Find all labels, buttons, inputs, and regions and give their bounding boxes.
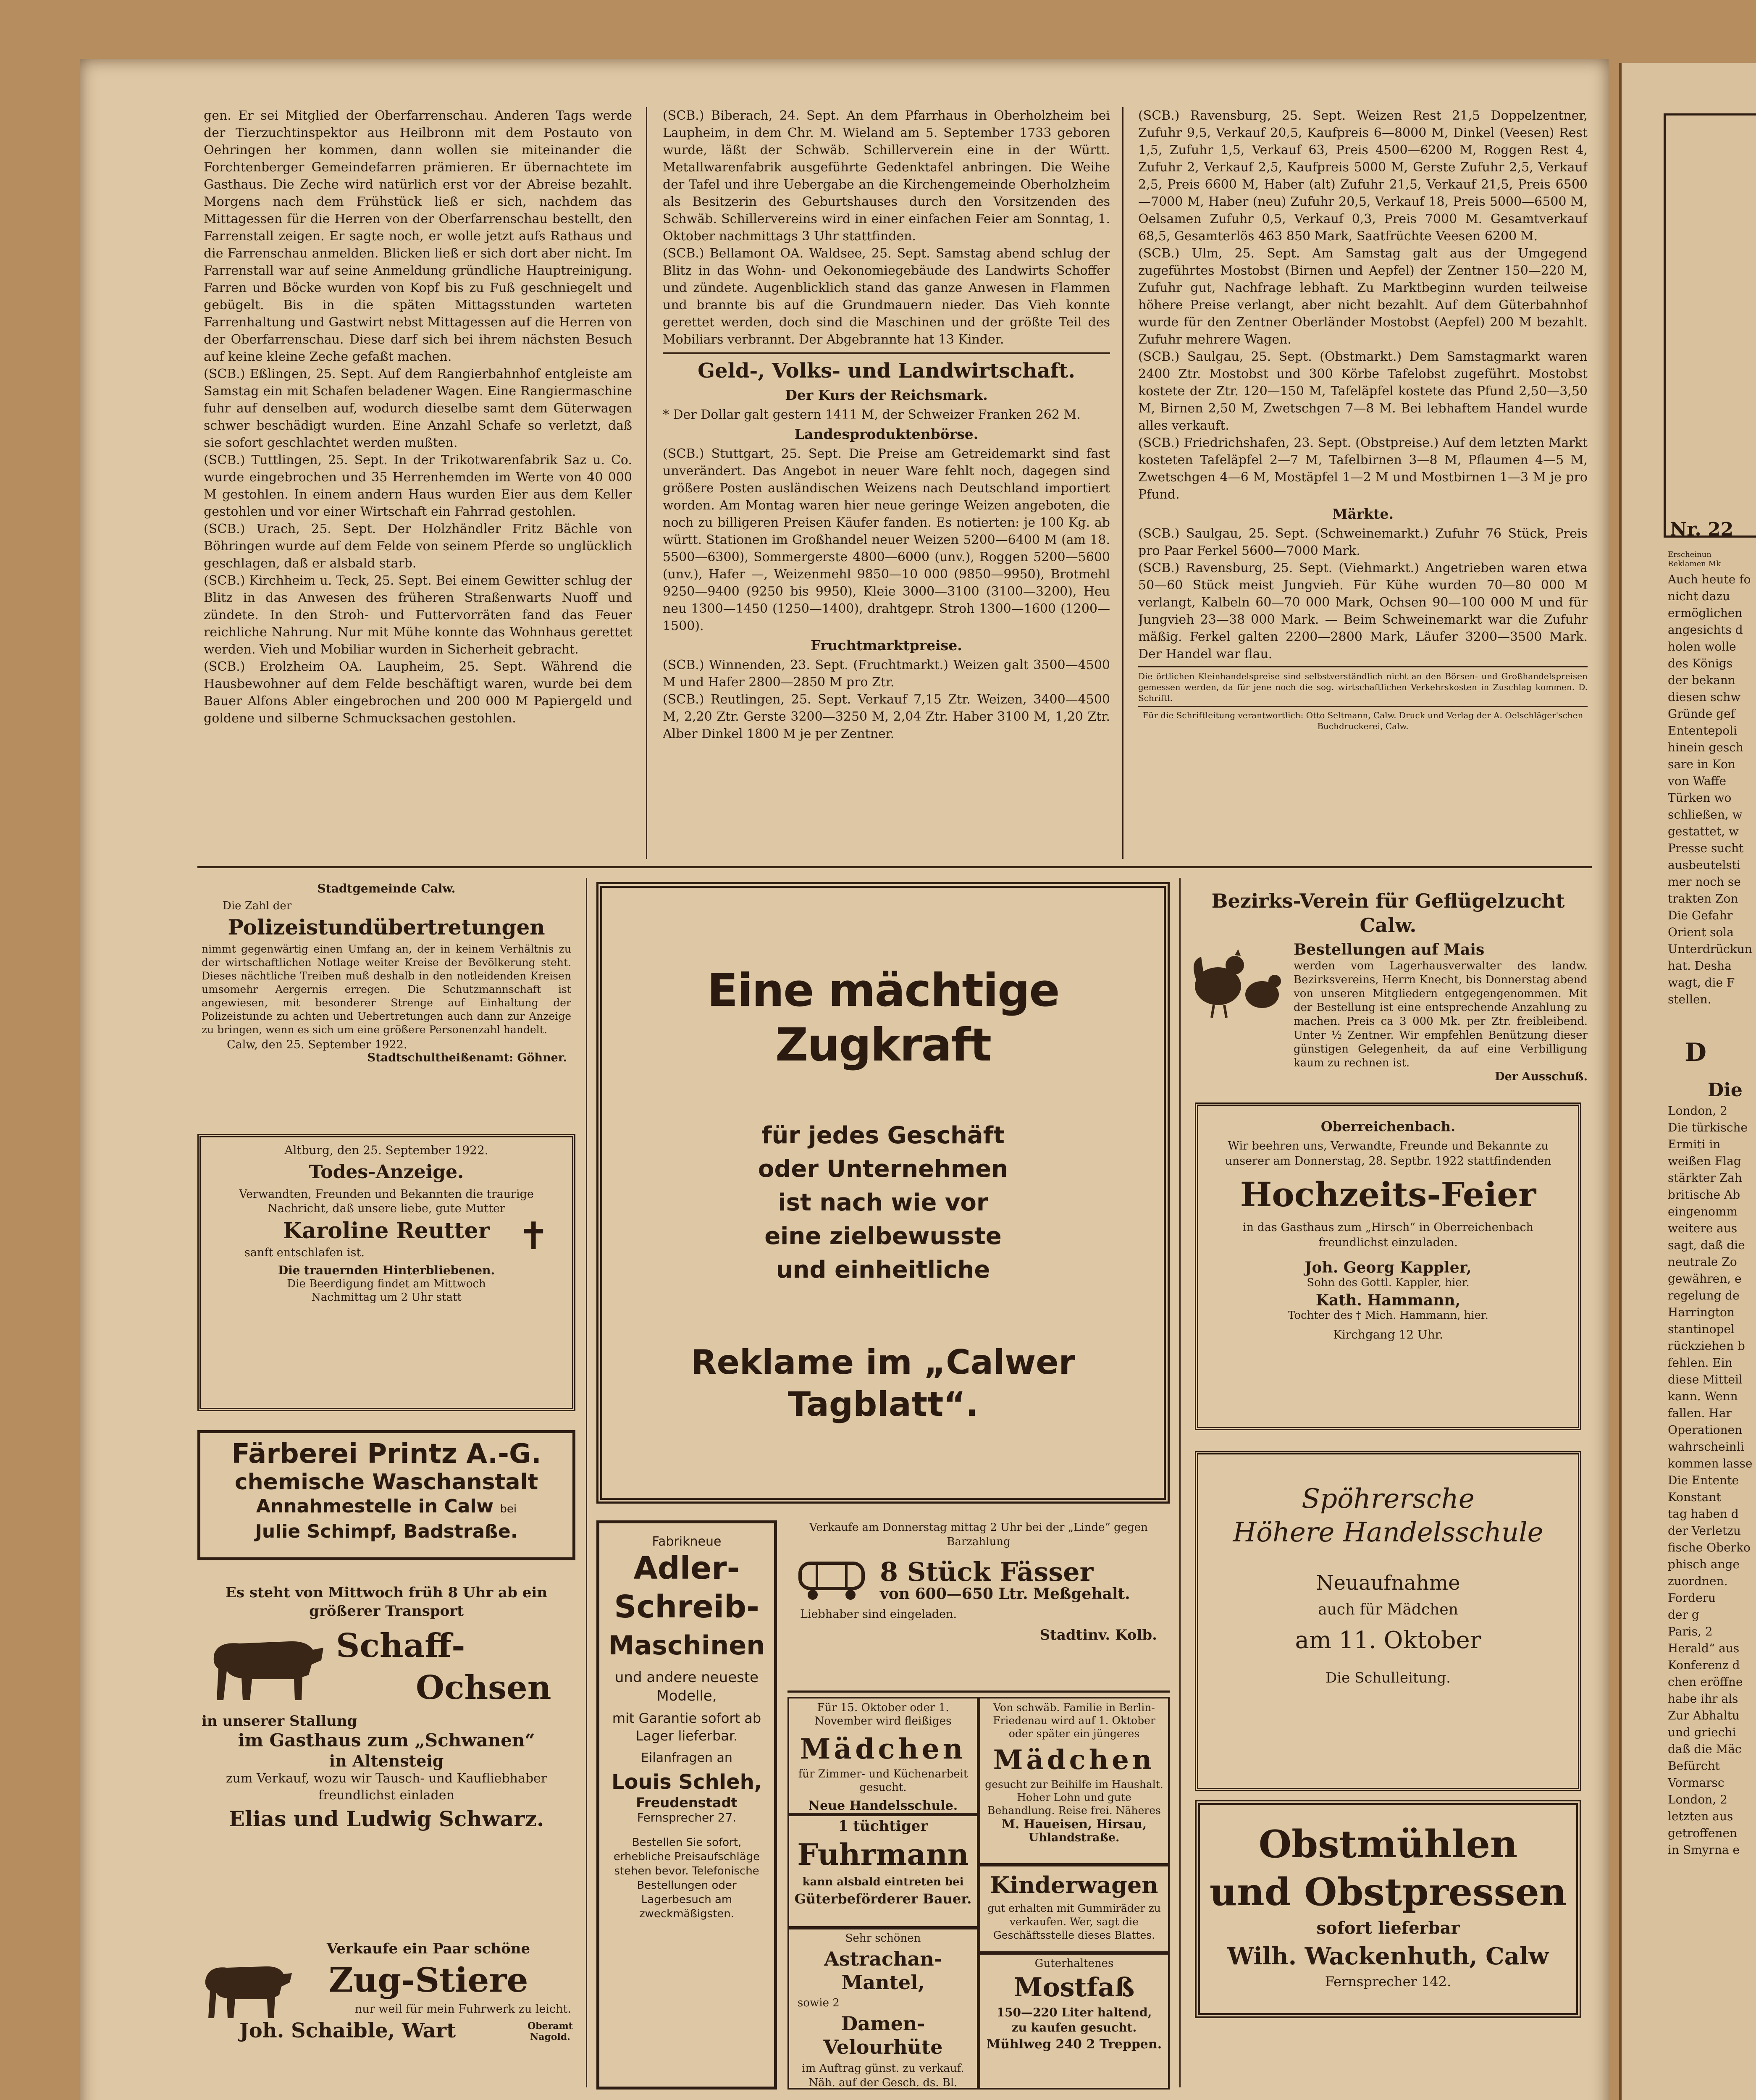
bull-icon [202,1957,294,2020]
adler-title2: Schreib- [614,1589,759,1625]
news-paragraph: (SCB.) Erolzheim OA. Laupheim, 25. Sept. Während die Hausbewohner auf dem Felde beschäftigt waren, wurde bei dem Bauer Alfons Abler eingebrochen und 200 000 M Papiergeld und goldene und silberne Schmucksachen gestohlen. [204,659,632,726]
maedchen1-line2: für Zimmer- und Küchenarbeit gesucht. [798,1768,968,1794]
zugkraft-line: ist nach wie vor [778,1189,988,1216]
next-page-line: habe ihr als [1668,1692,1738,1706]
handelsschule-line5: am 11. Oktober [1295,1627,1481,1654]
next-page-line: fallen. Har [1668,1406,1732,1420]
next-page-line: Operationen [1668,1423,1743,1437]
kurs-text: * Der Dollar galt gestern 1411 M, der Schweizer Franken 262 M. [663,407,1081,422]
column-divider [646,107,647,859]
handelsschule-line1: Spöhrersche [1302,1483,1475,1515]
ochsen-line5: zum Verkauf, wozu wir Tausch- und Kaufliebhaber freundlichst einladen [226,1771,547,1803]
cross-icon: ✝ [517,1214,549,1258]
mostfass-line1: Guterhaltenes [1034,1957,1114,1970]
next-page-line: Türken wo [1668,791,1732,805]
mantel-title2: Damen-Velourhüte [823,2012,943,2058]
zugkraft-line: und einheitliche [776,1256,990,1284]
zugkraft-line: eine zielbewusste [764,1223,1002,1250]
handelsschule-line3: Neuaufnahme [1316,1571,1460,1595]
mantel-line2: sowie 2 [798,1997,840,2009]
column-divider [586,878,587,2087]
next-page-line: des Königs [1668,656,1733,670]
faesser-line1: Verkaufe am Donnerstag mittag 2 Uhr bei der „Linde“ gegen Barzahlung [809,1521,1148,1548]
adler-text1: und andere neueste Modelle, [614,1669,759,1704]
polizei-header: Stadtgemeinde Calw. [317,882,456,895]
fuhrmann-sign: Güterbeförderer Bauer. [794,1891,972,1907]
poultry-icon [1189,944,1285,1020]
next-page-line: Auch heute fo [1668,572,1751,586]
hochzeit-groom: Joh. Georg Kappler, [1305,1259,1472,1276]
news-paragraph: (SCB.) Bellamont OA. Waldsee, 25. Sept. Samstag abend schlug der Blitz in das Wohn- und Oekonomiegebäude des Landwirts Schoffer und zündete. Augenblicklich stand das ganze Anwesen in Flammen und brannte bis auf die Grundmauern nieder. Das Vieh konnte gerettet werden, doch sind die Maschinen und der größte Teil des Mobiliars verbrannt. Der Abgebrannte hat 13 Kinder. [663,246,1110,347]
hochzeit-text2: in das Gasthaus zum „Hirsch“ in Oberreichenbach freundlichst einzuladen. [1243,1221,1533,1249]
maedchen2-line2: gesucht zur Beihilfe im Haushalt. Hoher Lohn und gute Behandlung. Reise frei. Näheres [985,1778,1163,1816]
obst-ad [1195,1800,1581,2018]
next-page-line: Die türkische [1668,1121,1748,1134]
stiere-sign2: Oberamt Nagold. [528,2021,573,2042]
kinderwagen-title: Kinderwagen [990,1872,1158,1898]
next-page-line: Orient sola [1668,925,1734,939]
next-page-line: London, 2 [1668,1793,1727,1806]
adler-text2: mit Garantie sofort ab Lager lieferbar. [612,1710,761,1744]
next-page-line: neutrale Zo [1668,1255,1737,1269]
fuhrmann-ad [787,1814,979,1928]
next-page-line: getroffenen [1668,1826,1738,1840]
next-page-line: wagt, die F [1668,976,1735,990]
barrel-cart-icon [796,1555,867,1601]
next-page-line: in Smyrna e [1668,1843,1740,1857]
ochsen-title2: Ochsen [416,1669,551,1707]
section-rule [1138,666,1588,667]
obst-line1: Obstmühlen [1258,1822,1518,1866]
masthead-frame [1664,113,1756,538]
handelsschule-line2: Höhere Handelsschule [1233,1517,1543,1548]
price-note: Die örtlichen Kleinhandelspreise sind selbstverständlich nicht an den Börsen- und Großhandelspreisen gemessen werden, da für jene noch die sog. wirtschaftlichen Verkehrskosten in Zuschlag kommen. D. Schriftl. [1138,671,1588,703]
hochzeit-ad [1195,1102,1581,1430]
next-page-line: weitere aus [1668,1221,1738,1235]
zugkraft-ad [596,882,1170,1504]
column-divider [1122,107,1123,859]
zugkraft-footer: Reklame im „Calwer Tagblatt“. [691,1343,1075,1424]
hochzeit-title: Hochzeits-Feier [1240,1175,1536,1214]
todes-date: Altburg, den 25. September 1922. [284,1143,488,1157]
next-page-line: Unterdrückun [1668,942,1752,956]
masthead-sub1: Erscheinun [1668,550,1711,559]
handelsschule-sign: Die Schulleitung. [1326,1670,1451,1686]
adler-title1: Adler- [633,1550,740,1586]
stiere-line2: nur weil für mein Fuhrwerk zu leicht. [354,2003,571,2016]
next-page-edge [1619,63,1756,2100]
kinderwagen-text: gut erhalten mit Gummiräder zu verkaufen. Wer, sagt die Geschäftsstelle dieses Blattes. [987,1902,1161,1941]
faesser-line2: von 600—650 Ltr. Meßgehalt. [880,1585,1130,1603]
faerberei-line4: Julie Schimpf, Badstraße. [255,1521,518,1542]
faesser-sign: Stadtinv. Kolb. [1039,1627,1157,1643]
landes-text: (SCB.) Stuttgart, 25. Sept. Die Preise am Getreidemarkt sind fast unverändert. Das Angebot in neuer Ware fehlt noch, dagegen sind größere Posten ausländischen Weizens nach Deutschland importiert worden. Am Montag waren hier neue geringe Weizen angeboten, die noch zu billigeren Preisen Käufer fanden. Es notierten: je 100 Kg. ab württ. Stationen im Großhandel neuer Weizen 5200—6400 M (am 18. 5500—6300), Sommergerste 4800—6000 (unv.), Roggen 5200—5600 (unv.), Hafer —, Weizenmehl 9850—10 000 (9850—9950), Brotmehl 9250—9400 (9250 bis 9950), Kleie 3000—3100 (3100—3200), Heu neu 1300—1450 (1250—1400), drahtgepr. Stroh 1300—1600 (1200—1500). [663,446,1110,633]
polizei-text: nimmt gegenwärtig einen Umfang an, der in keinem Verhältnis zu der wirtschaftlichen Notlage weiter Kreise der Bevölkerung steht. Dieses nächtliche Treiben muß deshalb in den notleidenden Kreisen umsomehr Aergernis erregen. Die Schutzmannschaft ist angewiesen, mit besonderer Strenge auf Einhaltung der Polizeistunde zu achten und Uebertretungen auch dann zur Anzeige zu bringen, wenn es sich um eine größere Personenzahl handelt. [202,943,571,1036]
maedchen2-title: Mädchen [993,1744,1155,1776]
maedchen2-sign: M. Haueisen, Hirsau, [1001,1817,1147,1831]
mantel-title1: Astrachan-Mantel, [824,1948,942,1994]
next-page-line: stellen. [1668,992,1711,1006]
next-page-line: hinein gesch [1668,740,1744,754]
news-paragraph: (SCB.) Saulgau, 25. Sept. (Schweinemarkt.) Zufuhr 76 Stück, Preis pro Paar Ferkel 5600—7000 Mark. [1138,526,1588,558]
gefluegel-ad [1189,886,1588,1100]
todes-text2: sanft entschlafen ist. [244,1246,365,1259]
next-page-text [1668,1102,1756,1858]
gefluegel-sign: Der Ausschuß. [1495,1070,1588,1083]
obst-phone: Fernsprecher 142. [1325,1974,1452,1990]
faesser-ad [787,1520,1170,1693]
adler-ad [596,1520,777,2090]
next-page-line: gestattet, w [1668,824,1739,838]
page-divider [197,866,1592,868]
next-page-line: Ententepoli [1668,724,1737,738]
next-page-die: Die [1708,1079,1743,1101]
todes-title: Todes-Anzeige. [309,1161,464,1183]
ochsen-line2: in unserer Stallung [202,1713,357,1730]
gefluegel-title: Bezirks-Verein für Geflügelzucht Calw. [1211,890,1565,937]
section-rule [1138,706,1588,707]
stiere-title: Zug-Stiere [328,1960,528,2000]
next-page-line: nicht dazu [1668,589,1730,603]
obst-line3: sofort lieferbar [1316,1918,1460,1938]
hochzeit-church: Kirchgang 12 Uhr. [1333,1328,1443,1341]
news-paragraph: (SCB.) Tuttlingen, 25. Sept. In der Trikotwarenfabrik Saz u. Co. wurde eingebrochen und 35 Herrenhemden im Werte von 40 000 M gestohlen. In einem andern Haus wurden Eier aus dem Keller gestohlen und vor einer Wirtschaft ein Fahrrad gestohlen. [204,453,632,519]
next-page-line: der g [1668,1608,1699,1622]
next-page-line: stantinopel [1668,1322,1735,1336]
ox-icon [202,1625,328,1704]
faesser-title: 8 Stück Fässer [880,1557,1094,1587]
mantel-line1: Sehr schönen [845,1932,921,1945]
frucht-text: (SCB.) Winnenden, 23. Sept. (Fruchtmarkt.) Weizen galt 3500—4500 M und Hafer 2800—2850 M pro Ztr. [663,658,1110,690]
faerberei-line1: Färberei Printz A.-G. [231,1438,541,1470]
next-page-line: britische Ab [1668,1188,1740,1202]
next-page-line: Befürcht [1668,1759,1720,1773]
next-page-line: fische Oberko [1668,1541,1751,1554]
next-page-d: D [1685,1038,1707,1067]
stiere-ad [197,1940,575,2092]
handelsschule-ad [1195,1451,1581,1791]
ochsen-line1: Es steht von Mittwoch früh 8 Uhr ab ein größerer Transport [225,1584,548,1620]
news-paragraph: (SCB.) Ravensburg, 25. Sept. Weizen Rest 21,5 Doppelzentner, Zufuhr 9,5, Verkauf 20,5, Kaufpreis 6—8000 M, Dinkel (Veesen) Rest 1,5, Zufuhr 1,5, Verkauf 63, Preis 4500—6200 M, Roggen Rest 4, Zufuhr 2, Verkauf 2,5, Kaufpreis 5000 M, Gerste Zufuhr 2,5, Verkauf 2,5, Preis 6600 M, Haber (alt) Zufuhr 21,5, Verkauf 21,5, Preis 6500—7000 M, Haber (neu) Zufuhr 20,5, Verkauf 18, Preis 5000—6500 M, Oelsamen Zufuhr 0,5, Verkauf 0,3, Preis 7000 M. Gesamtverkauf 68,5, Gesamterlös 463 850 Mark, Saatfrüchte Veesen 6200 M. [1138,108,1588,244]
maedchen1-title: Mädchen [800,1732,966,1765]
news-column-2 [663,107,1110,859]
next-page-line: weißen Flag [1668,1154,1741,1168]
maedchen2-sign2: Uhlandstraße. [1029,1831,1120,1844]
polizei-date: Calw, den 25. September 1922. [227,1038,407,1051]
next-page-line: phisch ange [1668,1557,1740,1571]
faerberei-line2: chemische Waschanstalt [234,1470,538,1495]
gefluegel-text: werden vom Lagerhausverwalter des landw. Bezirksvereins, Herrn Knecht, bis Donnerstag abend von unseren Mitgliedern entgegengenommen. Mit der Bestellung ist eine entsprechende Anzahlung zu machen. Preis ca 3 000 Mk. per Ztr. freibleibend. Unter ½ Zentner. Wir empfehlen Benützung dieser günstigen Gelegenheit, da auf eine Verbilligung kaum zu rechnen ist. [1294,960,1588,1069]
masthead-sub2: Reklamen Mk [1668,559,1721,568]
mantel-line3: im Auftrag günst. zu verkauf. [802,2062,964,2075]
hochzeit-groom2: Sohn des Gottl. Kappler, hier. [1307,1276,1470,1289]
next-page-line: chen eröffne [1668,1675,1743,1689]
imprint: Für die Schriftleitung verantwortlich: Otto Seltmann, Calw. Druck und Verlag der A. Oelschläger'schen Buchdruckerei, Calw. [1142,710,1583,731]
polizei-sign: Stadtschultheißenamt: Göhner. [367,1051,567,1064]
ochsen-title1: Schaff- [336,1627,465,1665]
ochsen-line4: in Altensteig [329,1751,444,1770]
next-page-line: kommen lasse [1668,1457,1753,1470]
next-page-line: eingenomm [1668,1205,1738,1218]
next-page-line: zuordnen. [1668,1574,1728,1588]
ochsen-sign: Elias und Ludwig Schwarz. [228,1806,544,1831]
next-page-line: daß die Mäc [1668,1742,1742,1756]
frucht-text: (SCB.) Reutlingen, 25. Sept. Verkauf 7,15 Ztr. Weizen, 3400—4500 M, 2,20 Ztr. Gerste 3200—3250 M, 2,04 Ztr. Haber 3100 M, 1,20 Ztr. Alber Dinkel 1800 M je per Zentner. [663,692,1110,741]
zugkraft-title: Eine mächtige Zugkraft [707,964,1059,1071]
hochzeit-bride: Kath. Hammann, [1315,1292,1461,1309]
next-page-line: regelung de [1668,1289,1740,1302]
next-page-line: London, 2 [1668,1104,1727,1118]
news-paragraph: (SCB.) Ulm, 25. Sept. Am Samstag galt aus der Umgegend zugeführtes Mostobst (Birnen und Aepfel) der Zentner 150—220 M, Zufuhr gut, Nachfrage lebhaft. Zu Marktbeginn wurden teilweise höhere Preise verlangt, aber nicht bezahlt. Auf dem Güterbahnhof wurde für den Zentner Oberländer Mostobst (Aepfel) 200 M bezahlt. Zufuhr mehrere Wagen. [1138,246,1588,347]
faerberei-bei: bei [500,1503,517,1515]
next-page-line: Die Gefahr [1668,908,1733,922]
polizei-ad [197,878,575,1096]
polizei-intro: Die Zahl der [223,900,292,912]
next-page-line: Vormarsc [1668,1776,1725,1790]
next-page-line: ausbeutelsti [1668,858,1740,872]
next-page-line: schließen, w [1668,808,1743,822]
frucht-title: Fruchtmarktpreise. [811,637,962,654]
next-page-line: rückziehen b [1668,1339,1745,1353]
next-page-line: mer noch se [1668,875,1741,889]
news-paragraph: (SCB.) Friedrichshafen, 23. Sept. (Obstpreise.) Auf dem letzten Markt kosteten Tafeläpfel 2—7 M, Tafelbirnen 3—8 M, Pflaumen 4—5 M, Zwetschgen 4—6 M, Mostäpfel 1—2 M und Mostbirnen 1—3 M je pro Pfund. [1138,436,1588,502]
next-page-line: letzten aus [1668,1809,1733,1823]
adler-place: Freudenstadt [636,1795,738,1811]
next-page-line: sare in Kon [1668,757,1735,771]
next-page-line: ermöglichen [1668,606,1743,620]
adler-text4: Bestellen Sie sofort, erhebliche Preisaufschläge stehen bevor. Telefonische Bestellungen oder Lagerbesuch am zweckmäßigsten. [613,1836,760,1920]
stiere-sign: Joh. Schaible, Wart [239,2019,456,2042]
mostfass-sign: Mühlweg 240 2 Treppen. [986,2037,1162,2052]
ochsen-ad [197,1583,575,1932]
kurs-title: Der Kurs der Reichsmark. [785,387,988,403]
next-page-line: wahrscheinli [1668,1440,1744,1454]
todes-anzeige [197,1134,575,1411]
handelsschule-line4: auch für Mädchen [1318,1601,1458,1618]
adler-name: Louis Schleh, [611,1770,762,1794]
faesser-line3: Liebhaber sind eingeladen. [800,1608,957,1621]
next-page-line: von Waffe [1668,774,1727,788]
faerberei-line3: Annahmestelle in Calw [256,1496,494,1517]
gefluegel-sub: Bestellungen auf Mais [1294,941,1485,958]
fuhrmann-line1: 1 tüchtiger [838,1818,928,1835]
stiere-line1: Verkaufe ein Paar schöne [326,1940,530,1957]
ochsen-line3: im Gasthaus zum „Schwanen“ [238,1730,535,1751]
todes-name: Karoline Reutter [283,1218,490,1244]
todes-funeral: Die Beerdigung findet am Mittwoch Nachmittag um 2 Uhr statt [287,1278,486,1304]
next-page-line: angesichts d [1668,623,1743,637]
hochzeit-place: Oberreichenbach. [1320,1118,1456,1134]
next-page-line: Paris, 2 [1668,1625,1713,1638]
news-paragraph: gen. Er sei Mitglied der Oberfarrenschau. Anderen Tags werde der Tierzuchtinspektor aus Heilbronn mit dem Postauto von Oehringen her kommen, dann wollen sie miteinander die Forchtenberger Gemeindefarren prämieren. Er übernachtete im Gasthaus. Die Zeche wird natürlich erst vor der Abreise bezahlt. Morgens nach dem Frühstück ließ er sich, nachdem das Mittagessen für die Herren von der Oberfarrenschau bestellt, den Farrenstall zeigen. Er sagte noch, er wolle jetzt aufs Rathaus und die Farrenschau anmelden. Blicken ließ er sich dort aber nicht. Im Farrenstall war auf seine Anmeldung gründliche Hauptreinigung. Farren und Böcke wurden von Kopf bis zu Fuß geschniegelt und gebügelt. Bis in die späten Mittagsstunden warteten Farrenhaltung und Gastwirt nebst Mittagessen auf die Herren von der Oberfarrenschau. Diese darf sich bei ihrem nächsten Besuch auf keine kleine Zeche gefaßt machen. [204,108,632,364]
news-paragraph: (SCB.) Eßlingen, 25. Sept. Auf dem Rangierbahnhof entgleiste am Samstag ein mit Schafen beladener Wagen. Eine Rangiermaschine fuhr auf denselben auf, wodurch dieselbe samt dem Güterwagen schwer beschädigt wurden. Eine Anzahl Schafe so verletzt, daß sie sofort geschlachtet werden mußten. [204,367,632,450]
mostfass-title: Mostfaß [1013,1972,1135,2003]
section-rule [663,352,1110,354]
todes-sign: Die trauernden Hinterbliebenen. [278,1263,495,1277]
adler-title3: Maschinen [608,1630,765,1661]
next-page-line: gewähren, e [1668,1272,1742,1286]
todes-text: Verwandten, Freunden und Bekannten die traurige Nachricht, daß unsere liebe, gute Mutter [239,1188,534,1215]
next-page-line: Ermiti in [1668,1137,1721,1151]
fuhrmann-title: Fuhrmann [797,1837,969,1872]
next-page-line: Forderu [1668,1591,1716,1605]
next-page-line: stärkter Zah [1668,1171,1742,1185]
next-page-line: trakten Zon [1668,892,1738,906]
adler-phone: Fernsprecher 27. [637,1811,737,1824]
next-page-line: der bekann [1668,673,1735,687]
next-page-line: diese Mitteil [1668,1373,1743,1386]
next-page-line: hat. Desha [1668,959,1732,973]
hochzeit-bride2: Tochter des † Mich. Hammann, hier. [1288,1309,1488,1322]
news-paragraph: (SCB.) Biberach, 24. Sept. An dem Pfarrhaus in Oberholzheim bei Laupheim, in dem Chr. M. Wieland am 5. September 1733 geboren wurde, läßt der Schwäb. Schillerverein eine in der Württ. Metallwarenfabrik ausgeführte Gedenktafel anbringen. Die Weihe der Tafel und ihre Uebergabe an die Kirchengemeinde Oberholzheim als Besitzerin des Geburtshauses durch den Vorsitzenden des Schwäb. Schillervereins wird in einer einfachen Feier am Sonntag, 1. Oktober nachmittags 3 Uhr stattfinden. [663,108,1110,244]
faerberei-ad [197,1430,575,1560]
mantel-line4: Näh. auf der Gesch. ds. Bl. [808,2076,958,2089]
kinderwagen-ad [979,1865,1170,1953]
section-title: Geld-, Volks- und Landwirtschaft. [698,359,1075,383]
issue-number: Nr. 22 [1670,519,1734,540]
news-paragraph: (SCB.) Urach, 25. Sept. Der Holzhändler Fritz Bächle von Böhringen wurde auf dem Felde von seinem Pferde so unglücklich geschlagen, daß er alsbald starb. [204,522,632,571]
maedchen-ad [787,1697,979,1814]
mostfass-ad [979,1953,1170,2090]
next-page-line: Konferenz d [1668,1658,1740,1672]
masthead-sub [1668,550,1721,569]
next-page-line: sagt, daß die [1668,1238,1745,1252]
column-divider [1179,878,1181,2087]
hochzeit-text1: Wir beehren uns, Verwandte, Freunde und Bekannte zu unserer am Donnerstag, 28. Septbr. 1922 stattfindenden [1225,1139,1551,1168]
adler-text3: Eilanfragen an [641,1751,732,1765]
next-page-line: tag haben d [1668,1507,1739,1521]
adler-top: Fabrikneue [652,1534,722,1549]
zugkraft-line: oder Unternehmen [758,1155,1008,1183]
fuhrmann-line2: kann alsbald eintreten bei [802,1876,964,1888]
next-page-line: Konstant [1668,1490,1721,1504]
maedchen1-sign: Neue Handelsschule. [808,1798,958,1813]
landes-title: Landesproduktenbörse. [794,426,979,442]
next-page-line: holen wolle [1668,640,1736,654]
maedchen1-line1: Für 15. Oktober oder 1. November wird fleißiges [814,1701,952,1727]
next-page-text [1668,571,1756,1008]
maedchen2-ad [979,1697,1170,1865]
obst-line2: und Obstpressen [1209,1870,1567,1914]
next-page-line: diesen schw [1668,690,1741,704]
next-page-line: fehlen. Ein [1668,1356,1732,1370]
obst-name: Wilh. Wackenhuth, Calw [1227,1942,1549,1970]
maedchen2-line1: Von schwäb. Familie in Berlin-Friedenau wird auf 1. Oktober oder später ein jüngeres [993,1701,1155,1740]
next-page-line: Gründe gef [1668,707,1735,721]
mostfass-line2: 150—220 Liter haltend, zu kaufen gesucht. [996,2006,1152,2034]
news-paragraph: (SCB.) Kirchheim u. Teck, 25. Sept. Bei einem Gewitter schlug der Blitz in das Anwesen des früheren Straßenwarts Nuoff und zündete. In den Stroh- und Futtervorräten fand das Feuer reichliche Nahrung. Nur mit Mühe konnte das Wohnhaus gerettet werden. Vieh und Mobiliar wurden in Sicherheit gebracht. [204,573,632,657]
zugkraft-line: für jedes Geschäft [761,1122,1005,1149]
next-page-line: Zur Abhaltu [1668,1709,1740,1722]
next-page-line: Harrington [1668,1305,1735,1319]
news-column-1 [204,107,632,859]
news-paragraph: (SCB.) Ravensburg, 25. Sept. (Viehmarkt.) Angetrieben waren etwa 50—60 Stück meist Jungvieh. Für Kühe wurden 70—80 000 M verlangt, Kalbeln 60—70 000 Mark, Ochsen 90—100 000 M und für Jungvieh 23—38 000 Mark. — Beim Schweinemarkt war die Zufuhr mäßig. Ferkel galten 2200—2800 Mark, Läufer 3200—3500 Mark. Der Handel war flau. [1138,561,1588,662]
mantel-ad [787,1928,979,2090]
news-paragraph: (SCB.) Saulgau, 25. Sept. (Obstmarkt.) Dem Samstagmarkt waren 2400 Ztr. Mostobst und 300 Körbe Tafelobst zugeführt. Mostobst kostete der Ztr. 120—150 M, Tafeläpfel kostete das Pfund 2,50—3,50 M, Birnen 2,50 M, Zwetschgen 7—8 M. Bei lebhaftem Handel wurde alles verkauft. [1138,349,1588,433]
next-page-line: kann. Wenn [1668,1389,1738,1403]
polizei-title: Polizeistundübertretungen [228,915,545,940]
next-page-line: Die Entente [1668,1473,1739,1487]
news-column-3 [1138,107,1588,859]
next-page-line: Presse sucht [1668,841,1744,855]
next-page-line: der Verletzu [1668,1524,1741,1538]
next-page-line: und griechi [1668,1725,1736,1739]
next-page-line: Herald“ aus [1668,1641,1740,1655]
maerkte-title: Märkte. [1332,506,1394,522]
